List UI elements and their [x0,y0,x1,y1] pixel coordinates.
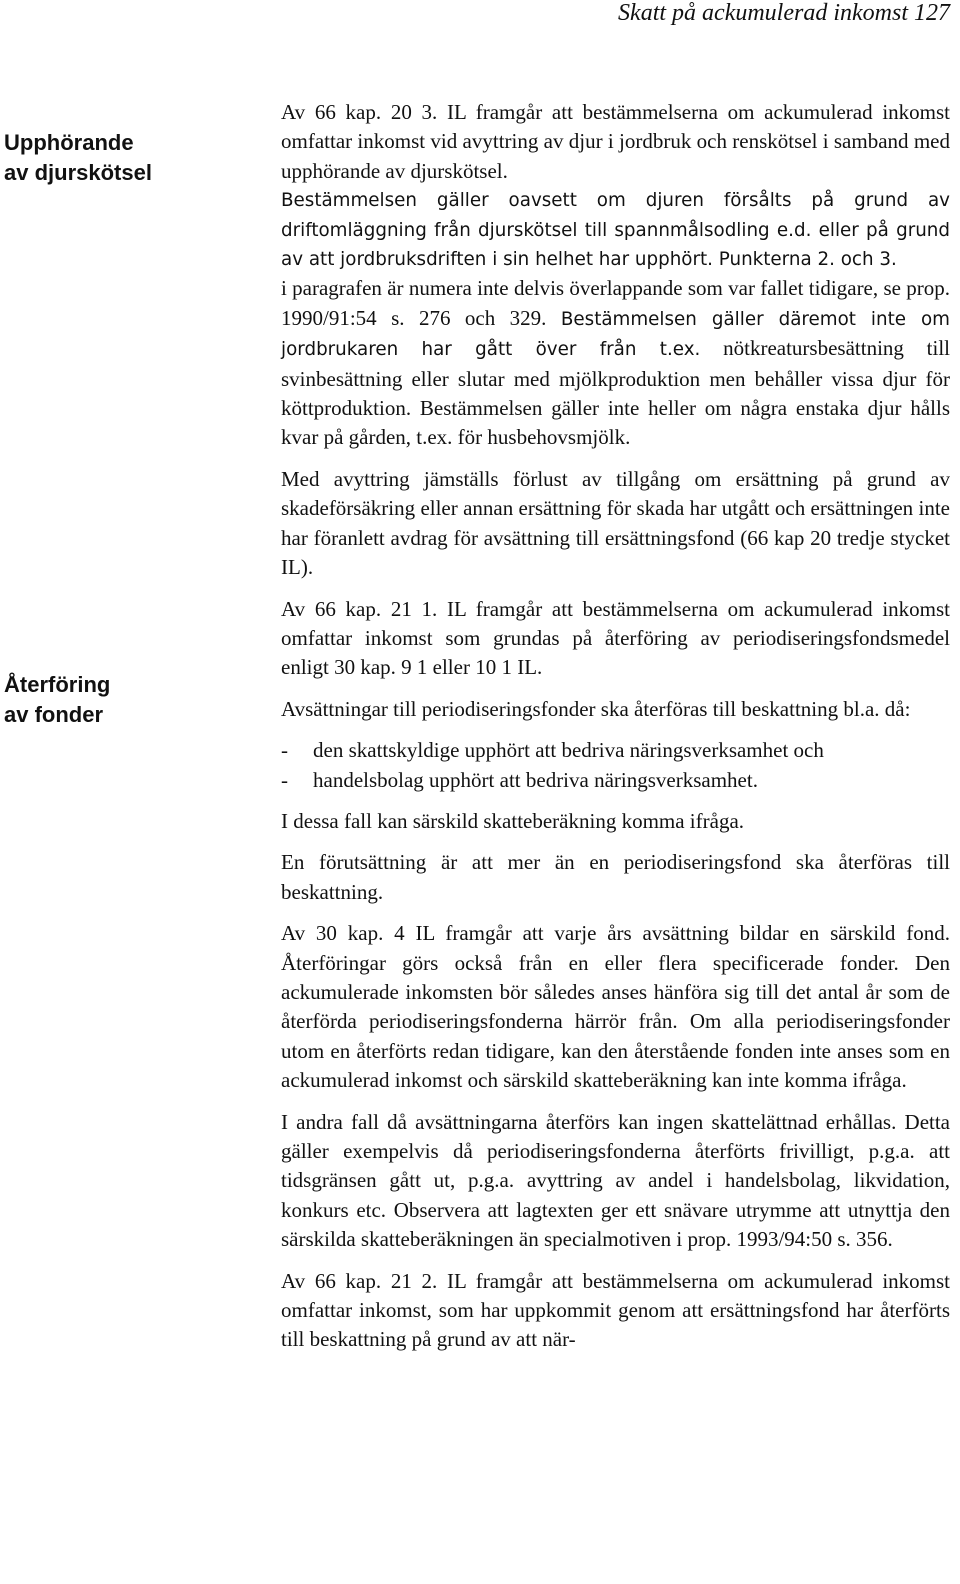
margin-heading-line: av fonder [4,702,104,727]
body-text [281,98,950,1355]
margin-heading-line: av djurskötsel [4,160,152,185]
list-item [281,736,950,765]
list-dash: - [281,738,288,763]
paragraph-part: Bestämmelsen gäller oavsett om djuren försålts på grund av driftomläggning från djurskötsel till spannmålsodling e.d. eller på grund av att jordbruksdriften i sin helhet har upphört. Punkterna 2. och 3. [281,190,950,271]
paragraph: I dessa fall kan särskild skatteberäkning komma ifråga. [281,808,745,833]
paragraph: I andra fall då avsättningarna återförs kan ingen skattelättnad erhållas. Detta gäller exempelvis då periodiseringsfonderna återförts frivilligt, p.g.a. att tidsgränsen gått ut, p.g.a. avyttring av andel i handelsbolag, likvidation, konkurs etc. Observera att lagtexten ger ett snävare utrymme att utnyttja den särskilda skatteberäkningen än specialmotiven i prop. 1993/94:50 s. 356. [281,1109,950,1252]
margin-heading-aterforing [4,670,269,730]
paragraph-part: nötkreatursbesättning till svinbesättning eller slutar med mjölkproduktion men behåller vissa djur för köttproduktion. Bestämmelsen gäller inte heller om några enstaka djur hålls kvar på gården, t.ex. för husbehovsmjölk. [281,336,951,450]
list-item-text: handelsbolag upphört att bedriva näringsverksamhet. [313,767,758,792]
list-item-text: den skattskyldige upphört att bedriva näringsverksamhet och [313,738,824,763]
list-item [281,766,950,795]
paragraph: Avsättningar till periodiseringsfonder ska återföras till beskattning bl.a. då: [281,696,911,721]
list-dash: - [281,767,288,792]
paragraph [281,186,950,274]
running-header: Skatt på ackumulerad inkomst 127 [618,0,950,26]
paragraph [281,274,950,452]
paragraph: Av 66 kap. 21 1. IL framgår att bestämmelserna om ackumulerad inkomst omfattar inkomst som grundas på återföring av periodiseringsfondsmedel enligt 30 kap. 9 1 eller 10 1 IL. [281,596,950,680]
paragraph: Med avyttring jämställs förlust av tillgång om ersättning på grund av skadeförsäkring eller annan ersättning för skada har utgått och ersättningen inte har föranlett avdrag för avsättning till ersättningsfond (66 kap 20 tredje stycket IL). [281,466,950,580]
paragraph: Av 66 kap. 20 3. IL framgår att bestämmelserna om ackumulerad inkomst omfattar inkomst vid avyttring av djur i jordbruk och renskötsel i samband med upphörande av djurskötsel. [281,100,950,183]
margin-heading-line: Återföring [4,672,111,697]
paragraph-part: i paragrafen är numera inte delvis överlappande som var fallet tidigare, se prop. 1990/91:54 s. 276 och 329. [281,276,950,330]
paragraph-part: Bestämmelsen gäller däremot inte om jordbrukaren har gått över från t.ex. [281,308,950,361]
paragraph: Av 66 kap. 21 2. IL framgår att bestämmelserna om ackumulerad inkomst omfattar inkomst, som har uppkommit genom att ersättningsfond har återförts till beskattning på grund av att när- [281,1268,950,1352]
paragraph: Av 30 kap. 4 IL framgår att varje års avsättning bildar en särskild fond. Återföringar görs också från en eller flera specificerade fonder. Den ackumulerade inkomsten bör således anses hänföra sig till det antal år som de återförda periodiseringsfonderna härrör från. Om alla periodiseringsfonder utom en återförts redan tidigare, kan den återstående fonden inte anses som en ackumulerad inkomst och särskild skatteberäkning kan inte komma ifråga. [281,921,950,1093]
bullet-list [281,736,950,795]
margin-heading-line: Upphörande [4,130,134,155]
margin-heading-upphorande [4,128,269,188]
paragraph: En förutsättning är att mer än en periodiseringsfond ska återföras till beskattning. [281,850,950,904]
